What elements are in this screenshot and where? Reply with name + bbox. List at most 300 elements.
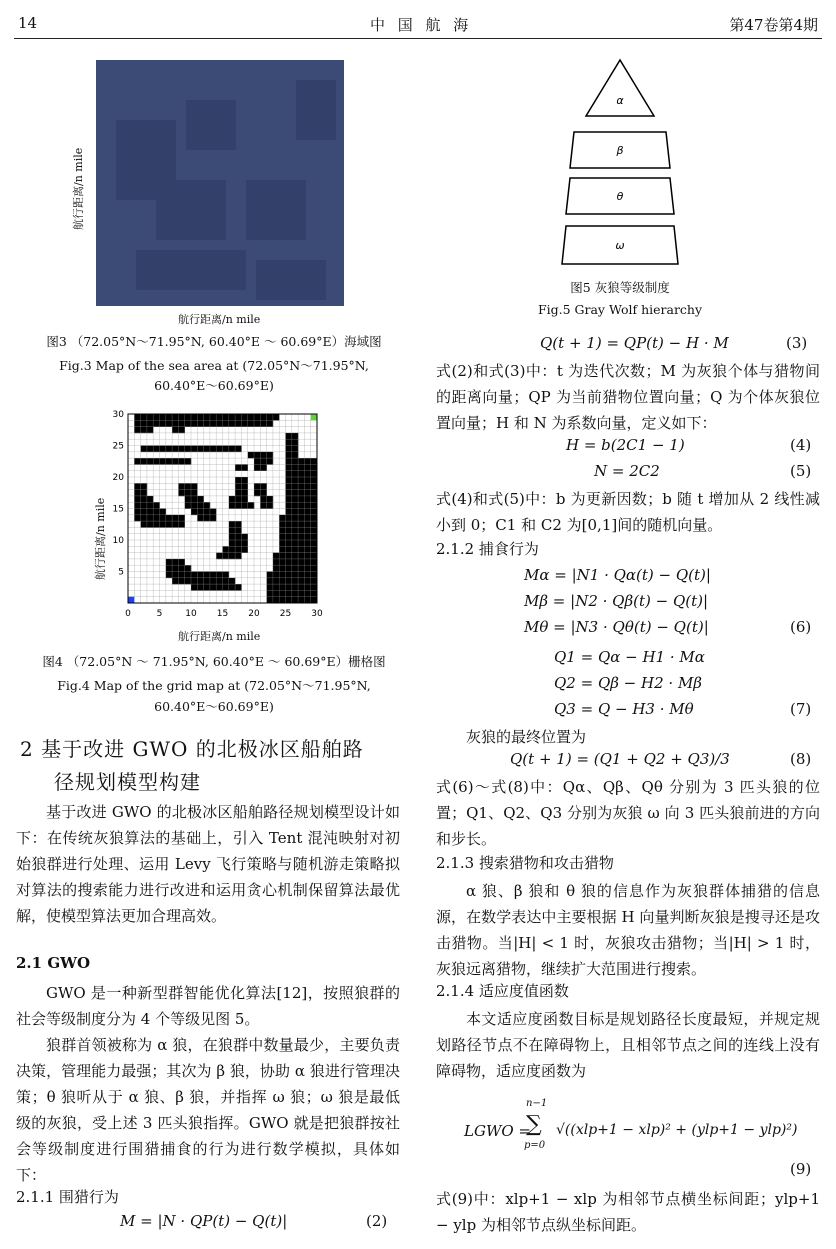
y-tick-label: 30: [112, 410, 124, 420]
fig4-caption-en-2: 60.40°E～60.69°E): [154, 699, 274, 714]
obstacle-cell: [292, 553, 299, 560]
obstacle-cell: [292, 565, 299, 572]
obstacle-cell: [147, 515, 154, 522]
fig5-caption-en: Fig.5 Gray Wolf hierarchy: [537, 302, 703, 317]
obstacle-cell: [141, 420, 148, 427]
obstacle-cell: [260, 483, 267, 490]
obstacle-cell: [210, 515, 217, 522]
obstacle-cell: [241, 502, 248, 509]
obstacle-cell: [286, 590, 293, 597]
obstacle-cell: [134, 509, 141, 516]
obstacle-cell: [279, 553, 286, 560]
issue-label: 第47卷第4期: [729, 16, 818, 34]
obstacle-cell: [204, 414, 211, 421]
obstacle-cell: [235, 496, 242, 503]
obstacle-cell: [166, 565, 173, 572]
obstacle-cell: [273, 578, 280, 585]
obstacle-cell: [235, 534, 242, 541]
wolf-hierarchy-diagram: [560, 58, 680, 270]
obstacle-cell: [311, 584, 318, 591]
equation-3-number: (3): [786, 334, 808, 352]
obstacle-cell: [298, 553, 305, 560]
obstacle-cell: [197, 496, 204, 503]
obstacle-cell: [223, 446, 230, 453]
obstacle-cell: [311, 464, 318, 471]
obstacle-cell: [210, 414, 217, 421]
obstacle-cell: [286, 565, 293, 572]
obstacle-cell: [235, 464, 242, 471]
obstacle-cell: [235, 414, 242, 421]
obstacle-cell: [178, 565, 185, 572]
equation-5-number: (5): [790, 462, 812, 480]
paragraph-eq4-5-definitions: 式(4)和式(5)中：b 为更新因数；b 随 t 增加从 2 线性减小到 0；C1 和 C2 为[0,1]间的随机向量。: [436, 490, 820, 534]
obstacle-cell: [235, 502, 242, 509]
obstacle-cell: [311, 553, 318, 560]
sea-area-map: [96, 60, 344, 306]
obstacle-cell: [229, 420, 236, 427]
obstacle-cell: [304, 496, 311, 503]
obstacle-cell: [267, 597, 274, 604]
obstacle-cell: [260, 464, 267, 471]
obstacle-cell: [204, 446, 211, 453]
obstacle-cell: [311, 597, 318, 604]
obstacle-cell: [172, 414, 179, 421]
obstacle-cell: [172, 565, 179, 572]
obstacle-cell: [160, 509, 167, 516]
obstacle-cell: [191, 483, 198, 490]
obstacle-cell: [229, 540, 236, 547]
obstacle-cell: [229, 502, 236, 509]
obstacle-cell: [286, 527, 293, 534]
obstacle-cell: [298, 477, 305, 484]
obstacle-cell: [298, 471, 305, 478]
obstacle-cell: [197, 420, 204, 427]
obstacle-cell: [286, 464, 293, 471]
obstacle-cell: [160, 521, 167, 528]
obstacle-cell: [166, 572, 173, 579]
obstacle-cell: [185, 458, 192, 465]
obstacle-cell: [292, 527, 299, 534]
obstacle-cell: [286, 496, 293, 503]
subsection-2-1-2: 2.1.2 捕食行为: [436, 540, 539, 558]
obstacle-cell: [204, 572, 211, 579]
obstacle-cell: [160, 515, 167, 522]
obstacle-cell: [298, 464, 305, 471]
equation-6c: Mθ = |N3 · Qθ(t) − Q(t)|: [524, 618, 709, 636]
obstacle-cell: [273, 572, 280, 579]
fig3-caption-en-1: Fig.3 Map of the sea area at (72.05°N～71.95°N,: [59, 358, 369, 373]
obstacle-cell: [166, 420, 173, 427]
paragraph-wolf-hierarchy: 狼群首领被称为 α 狼，在狼群中数量最少，主要负责决策，管理能力最强；其次为 β 狼，协助 α 狼进行管理决策；θ 狼听从于 α 狼、β 狼，并指挥 ω 狼；ω 狼是最低级的灰狼，受上述 3 匹头狼指挥。GWO 就是把狼群按社会等级制度进行围猎捕食的行为进行数学模拟，具体如下：: [16, 1036, 400, 1184]
equation-7c: Q3 = Q − H3 · Mθ: [554, 700, 694, 718]
obstacle-cell: [292, 439, 299, 446]
obstacle-cell: [311, 471, 318, 478]
obstacle-cell: [254, 420, 261, 427]
obstacle-cell: [178, 427, 185, 434]
obstacle-cell: [292, 534, 299, 541]
equation-6b: Mβ = |N2 · Qβ(t) − Q(t)|: [524, 592, 709, 610]
obstacle-cell: [311, 534, 318, 541]
obstacle-cell: [160, 446, 167, 453]
beta-level-label: β: [616, 144, 624, 157]
obstacle-cell: [216, 553, 223, 560]
obstacle-cell: [286, 502, 293, 509]
obstacle-cell: [292, 490, 299, 497]
obstacle-cell: [286, 597, 293, 604]
y-tick-label: 10: [112, 536, 124, 546]
x-tick-label: 20: [248, 609, 260, 619]
obstacle-cell: [210, 578, 217, 585]
obstacle-cell: [241, 546, 248, 553]
obstacle-cell: [210, 446, 217, 453]
obstacle-cell: [292, 471, 299, 478]
obstacle-cell: [147, 427, 154, 434]
obstacle-cell: [279, 559, 286, 566]
obstacle-cell: [235, 527, 242, 534]
obstacle-cell: [286, 471, 293, 478]
paragraph-model-intro: 基于改进 GWO 的北极冰区船舶路径规划模型设计如下：在传统灰狼算法的基础上，引入 Tent 混沌映射对初始狼群进行处理、运用 Levy 飞行策略与随机游走策略拟对算法的搜索能力进行改进和运用贪心机制保留算法最优解，使模型算法更加合理高效。: [16, 803, 400, 925]
obstacle-cell: [235, 584, 242, 591]
paragraph-eq6-8-definitions: 式(6)～式(8)中：Qα、Qβ、Qθ 分别为 3 匹头狼的位置；Q1、Q2、Q3 分别为灰狼 ω 向 3 匹头狼前进的方向和步长。: [436, 778, 820, 848]
obstacle-cell: [178, 458, 185, 465]
obstacle-cell: [229, 534, 236, 541]
obstacle-cell: [286, 458, 293, 465]
obstacle-cell: [292, 584, 299, 591]
obstacle-cell: [260, 502, 267, 509]
obstacle-cell: [178, 521, 185, 528]
section-2-heading-line-1: 2 基于改进 GWO 的北极冰区船舶路: [20, 737, 364, 761]
obstacle-cell: [304, 584, 311, 591]
obstacle-cell: [279, 546, 286, 553]
y-tick-label: 20: [112, 473, 124, 483]
obstacle-cell: [160, 458, 167, 465]
obstacle-cell: [223, 420, 230, 427]
obstacle-cell: [191, 584, 198, 591]
obstacle-cell: [191, 414, 198, 421]
obstacle-cell: [223, 584, 230, 591]
obstacle-cell: [153, 515, 160, 522]
obstacle-cell: [292, 590, 299, 597]
obstacle-cell: [241, 420, 248, 427]
obstacle-cell: [229, 584, 236, 591]
obstacle-cell: [223, 572, 230, 579]
obstacle-cell: [311, 521, 318, 528]
obstacle-cell: [292, 496, 299, 503]
obstacle-cell: [166, 515, 173, 522]
obstacle-cell: [286, 446, 293, 453]
paragraph-eq2-3-definitions: 式(2)和式(3)中：t 为迭代次数；M 为灰狼个体与猎物间的距离向量；QP 为当前猎物位置向量；Q 为个体灰狼位置向量；H 和 N 为系数向量，定义如下：: [436, 362, 820, 432]
obstacle-cell: [298, 490, 305, 497]
equation-7a: Q1 = Qα − H1 · Mα: [554, 648, 705, 666]
goal-cell-marker: [311, 414, 317, 420]
obstacle-cell: [286, 578, 293, 585]
obstacle-cell: [311, 578, 318, 585]
obstacle-cell: [141, 496, 148, 503]
obstacle-cell: [273, 590, 280, 597]
alpha-level-shape: [586, 60, 654, 116]
obstacle-cell: [267, 590, 274, 597]
obstacle-cell: [241, 464, 248, 471]
obstacle-cell: [153, 414, 160, 421]
obstacle-cell: [304, 546, 311, 553]
obstacle-cell: [134, 458, 141, 465]
obstacle-cell: [286, 553, 293, 560]
obstacle-cell: [178, 446, 185, 453]
obstacle-cell: [191, 509, 198, 516]
obstacle-cell: [298, 496, 305, 503]
obstacle-cell: [254, 458, 261, 465]
obstacle-cell: [178, 578, 185, 585]
obstacle-cell: [286, 521, 293, 528]
obstacle-cell: [223, 414, 230, 421]
obstacle-cell: [229, 527, 236, 534]
obstacle-cell: [267, 572, 274, 579]
obstacle-cell: [235, 521, 242, 528]
obstacle-cell: [191, 502, 198, 509]
obstacle-cell: [134, 496, 141, 503]
paragraph-fitness-function: 本文适应度函数目标是规划路径长度最短，并规定规划路径节点不在障碍物上，且相邻节点之间的连线上没有障碍物，适应度函数为: [436, 1010, 820, 1080]
obstacle-cell: [178, 559, 185, 566]
obstacle-cell: [166, 458, 173, 465]
obstacle-cell: [311, 590, 318, 597]
obstacle-cell: [216, 446, 223, 453]
obstacle-cell: [229, 521, 236, 528]
obstacle-cell: [254, 414, 261, 421]
fig3-ylabel: 航行距离/n mile: [72, 147, 85, 230]
obstacle-cell: [166, 414, 173, 421]
obstacle-cell: [166, 521, 173, 528]
obstacle-cell: [267, 414, 274, 421]
obstacle-cell: [286, 439, 293, 446]
obstacle-cell: [292, 509, 299, 516]
obstacle-cell: [298, 565, 305, 572]
obstacle-cell: [197, 414, 204, 421]
obstacle-cell: [273, 553, 280, 560]
obstacle-cell: [292, 502, 299, 509]
obstacle-cell: [191, 490, 198, 497]
obstacle-cell: [185, 483, 192, 490]
paragraph-search-attack: α 狼、β 狼和 θ 狼的信息作为灰狼群体捕猎的信息源，在数学表达中主要根据 H 向量判断灰狼是搜寻还是攻击猎物。当|H| < 1 时，灰狼攻击猎物；当|H| > 1 时，灰狼远离猎物，继续扩大范围进行搜索。: [436, 882, 820, 978]
obstacle-cell: [248, 452, 255, 459]
obstacle-cell: [273, 559, 280, 566]
obstacle-cell: [134, 427, 141, 434]
fig4-caption-en-1: Fig.4 Map of the grid map at (72.05°N～71.95°N,: [57, 678, 371, 693]
equation-7-number: (7): [790, 700, 812, 718]
equation-9-sum-upper: n−1: [526, 1098, 548, 1109]
obstacle-cell: [286, 452, 293, 459]
obstacle-cell: [273, 584, 280, 591]
equation-2: M = |N · QP(t) − Q(t)|: [120, 1212, 288, 1230]
paragraph-eq9-definitions: 式(9)中：xlp+1 − xlp 为相邻节点横坐标间距；ylp+1 − ylp 为相邻节点纵坐标间距。: [436, 1190, 820, 1234]
obstacle-cell: [172, 515, 179, 522]
equation-8: Q(t + 1) = (Q1 + Q2 + Q3)/3: [510, 750, 730, 768]
obstacle-cell: [292, 559, 299, 566]
obstacle-cell: [311, 502, 318, 509]
obstacle-cell: [178, 414, 185, 421]
obstacle-cell: [153, 502, 160, 509]
obstacle-cell: [286, 433, 293, 440]
obstacle-cell: [223, 578, 230, 585]
obstacle-cell: [216, 572, 223, 579]
obstacle-cell: [134, 414, 141, 421]
obstacle-cell: [153, 420, 160, 427]
obstacle-cell: [241, 540, 248, 547]
obstacle-cell: [279, 578, 286, 585]
obstacle-cell: [279, 597, 286, 604]
obstacle-cell: [235, 483, 242, 490]
fig5-caption-cn: 图5 灰狼等级制度: [570, 280, 670, 295]
obstacle-cell: [292, 521, 299, 528]
obstacle-cell: [141, 446, 148, 453]
obstacle-cell: [172, 446, 179, 453]
obstacle-cell: [235, 477, 242, 484]
equation-7b: Q2 = Qβ − H2 · Mβ: [554, 674, 702, 692]
obstacle-cell: [286, 559, 293, 566]
obstacle-cell: [185, 496, 192, 503]
obstacle-cell: [235, 446, 242, 453]
obstacle-cell: [235, 420, 242, 427]
equation-5: N = 2C2: [594, 462, 660, 480]
obstacle-cell: [304, 458, 311, 465]
subsection-2-1-3: 2.1.3 搜索猎物和攻击猎物: [436, 854, 614, 872]
fig3-xlabel: 航行距离/n mile: [178, 313, 261, 326]
obstacle-cell: [286, 483, 293, 490]
obstacle-cell: [279, 572, 286, 579]
obstacle-cell: [298, 578, 305, 585]
obstacle-cell: [216, 420, 223, 427]
obstacle-cell: [286, 534, 293, 541]
obstacle-cell: [241, 477, 248, 484]
obstacle-cell: [286, 540, 293, 547]
obstacle-cell: [304, 464, 311, 471]
obstacle-cell: [286, 515, 293, 522]
obstacle-cell: [204, 420, 211, 427]
obstacle-cell: [279, 565, 286, 572]
obstacle-cell: [147, 496, 154, 503]
obstacle-cell: [298, 546, 305, 553]
obstacle-cell: [260, 420, 267, 427]
obstacle-cell: [191, 446, 198, 453]
obstacle-cell: [147, 420, 154, 427]
obstacle-cell: [204, 515, 211, 522]
equation-3: Q(t + 1) = QP(t) − H · M: [540, 334, 729, 352]
obstacle-cell: [185, 502, 192, 509]
obstacle-cell: [241, 496, 248, 503]
obstacle-cell: [153, 446, 160, 453]
obstacle-cell: [311, 540, 318, 547]
obstacle-cell: [279, 515, 286, 522]
fig3-caption-cn: 图3 （72.05°N～71.95°N, 60.40°E ～ 60.69°E）海域图: [46, 334, 382, 349]
obstacle-cell: [311, 565, 318, 572]
obstacle-cell: [172, 458, 179, 465]
obstacle-cell: [241, 483, 248, 490]
obstacle-cell: [248, 414, 255, 421]
obstacle-cell: [141, 502, 148, 509]
obstacle-cell: [185, 572, 192, 579]
obstacle-cell: [210, 572, 217, 579]
obstacle-cell: [160, 414, 167, 421]
obstacle-cell: [166, 446, 173, 453]
x-tick-label: 25: [279, 609, 292, 619]
obstacle-cell: [141, 521, 148, 528]
obstacle-cell: [292, 578, 299, 585]
obstacle-cell: [292, 477, 299, 484]
y-tick-label: 15: [112, 504, 124, 515]
obstacle-cell: [298, 584, 305, 591]
obstacle-cell: [304, 590, 311, 597]
obstacle-cell: [292, 597, 299, 604]
obstacle-cell: [304, 578, 311, 585]
obstacle-cell: [185, 565, 192, 572]
obstacle-cell: [260, 452, 267, 459]
subsection-2-1-4: 2.1.4 适应度值函数: [436, 982, 569, 1000]
obstacle-cell: [298, 509, 305, 516]
obstacle-cell: [197, 502, 204, 509]
obstacle-cell: [279, 590, 286, 597]
obstacle-cell: [254, 464, 261, 471]
obstacle-cell: [172, 521, 179, 528]
obstacle-cell: [267, 458, 274, 465]
fig3-caption-en-2: 60.40°E～60.69°E): [154, 378, 274, 393]
obstacle-cell: [292, 572, 299, 579]
obstacle-cell: [229, 553, 236, 560]
obstacle-cell: [304, 540, 311, 547]
equation-9-sigma: ∑: [526, 1112, 542, 1137]
y-tick-label: 25: [112, 441, 124, 452]
obstacle-cell: [292, 540, 299, 547]
obstacle-cell: [286, 584, 293, 591]
x-tick-label: 15: [216, 609, 229, 619]
obstacle-cell: [191, 578, 198, 585]
obstacle-cell: [298, 515, 305, 522]
obstacle-cell: [197, 515, 204, 522]
obstacle-cell: [197, 584, 204, 591]
obstacle-cell: [304, 490, 311, 497]
obstacle-cell: [286, 572, 293, 579]
fig4-caption-cn: 图4 （72.05°N ～ 71.95°N, 60.40°E ～ 60.69°E）栅格图: [42, 654, 386, 669]
obstacle-cell: [185, 420, 192, 427]
obstacle-cell: [185, 446, 192, 453]
obstacle-cell: [298, 597, 305, 604]
paragraph-gwo-intro: GWO 是一种新型群智能优化算法[12]，按照狼群的社会等级制度分为 4 个等级见图 5。: [16, 984, 400, 1028]
theta-level-label: θ: [616, 190, 624, 203]
obstacle-cell: [185, 490, 192, 497]
obstacle-cell: [298, 527, 305, 534]
obstacle-cell: [197, 572, 204, 579]
obstacle-cell: [141, 427, 148, 434]
obstacle-cell: [311, 490, 318, 497]
obstacle-cell: [141, 515, 148, 522]
obstacle-cell: [292, 433, 299, 440]
obstacle-cell: [153, 458, 160, 465]
obstacle-cell: [191, 420, 198, 427]
obstacle-cell: [304, 553, 311, 560]
obstacle-cell: [141, 483, 148, 490]
obstacle-cell: [311, 496, 318, 503]
obstacle-cell: [178, 490, 185, 497]
omega-level-label: ω: [615, 239, 625, 252]
fig4-ylabel: 航行距离/n mile: [94, 497, 107, 580]
obstacle-cell: [216, 578, 223, 585]
obstacle-cell: [147, 502, 154, 509]
obstacle-cell: [304, 483, 311, 490]
obstacle-cell: [204, 584, 211, 591]
obstacle-cell: [304, 597, 311, 604]
equation-2-number: (2): [366, 1212, 388, 1230]
obstacle-cell: [178, 515, 185, 522]
obstacle-cell: [298, 590, 305, 597]
obstacle-cell: [260, 490, 267, 497]
